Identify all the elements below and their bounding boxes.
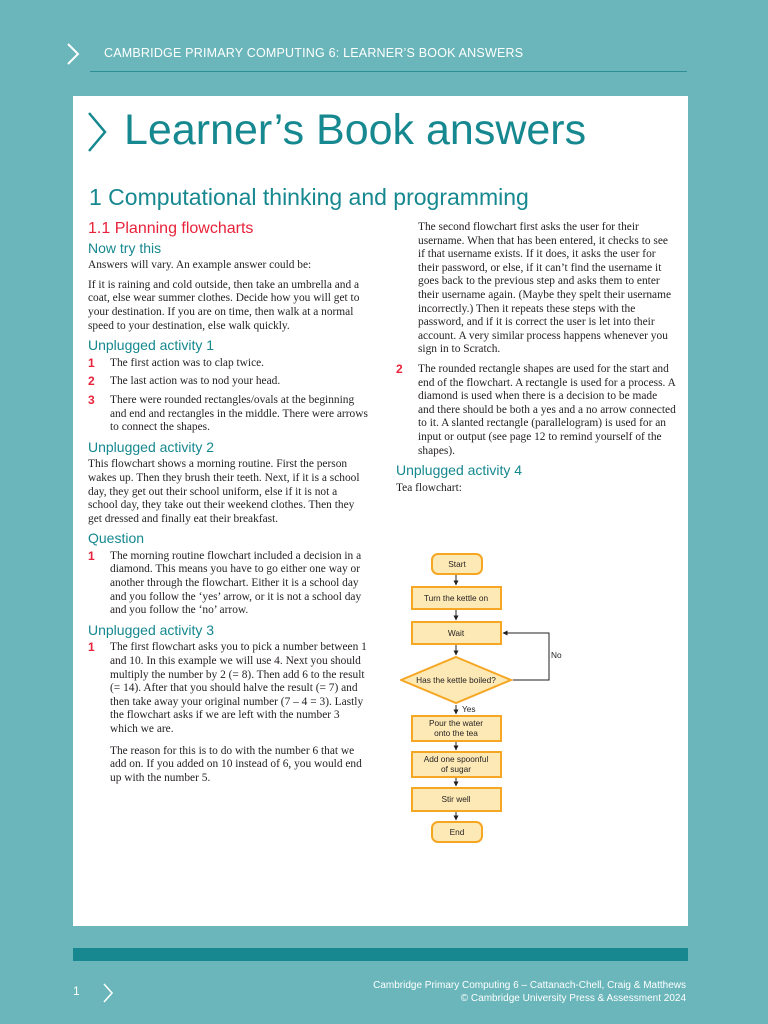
page-number: 1 (73, 984, 80, 998)
numbered-item (88, 357, 368, 371)
paragraph: This flowchart shows a morning routine. First the person wakes up. Then they brush their teeth. Next, if it is a school day, they get out their school uniform, else if it is not a school day, they take out their weekend clothes. Then they get dressed and finally eat their breakfast. (88, 458, 360, 525)
item-number: 1 (88, 355, 95, 370)
caption: Tea flowchart: (396, 481, 462, 494)
running-header (0, 0, 768, 72)
decision-label: Has the kettle boiled? (416, 675, 496, 685)
running-title: CAMBRIDGE PRIMARY COMPUTING 6: LEARNER’S BOOK ANSWERS (104, 46, 524, 60)
process-label: Stir well (441, 794, 471, 804)
footer-credit (373, 979, 686, 1005)
process-label: Wait (447, 628, 465, 638)
numbered-item (88, 550, 368, 618)
subheading-unplugged-1: Unplugged activity 1 (88, 337, 215, 354)
start-label: Start (448, 559, 466, 569)
no-branch-label: No (551, 650, 562, 660)
paragraph: Answers will vary. An example answer could be: (88, 259, 312, 272)
end-label: End (449, 827, 465, 837)
process-label: Add one spoonful (423, 754, 489, 764)
item-text: The morning routine flowchart included a decision in a diamond. This means you have to go either one way or another through the flowchart. Either it is a school day and you follow the ‘yes’ arrow, or it is not a school day and you follow the ‘no’ arrow. (110, 549, 362, 617)
subheading-now-try-this: Now try this (88, 239, 162, 256)
subheading-unplugged-2: Unplugged activity 2 (88, 438, 215, 455)
subheading-question: Question (88, 530, 145, 547)
numbered-item (88, 641, 368, 736)
footer-band (73, 948, 688, 961)
item-text: The rounded rectangle shapes are used for the start and end of the flowchart. A rectangle is used for a process. A diamond is used when there is a decision to be made and there should be both a yes and a no arrow connected to it. A slanted rectangle (parallelogram) is used for an input or output (see page 12 to remind yourself of the shapes). (418, 362, 676, 457)
chevron-right-icon (66, 42, 80, 66)
item-number: 2 (396, 361, 403, 376)
paragraph: The reason for this is to do with the number 6 that we add on. If you added on 10 instead of 6, you would end up with the number 5. (110, 744, 362, 784)
yes-branch-label: Yes (462, 704, 476, 714)
item-number: 1 (88, 640, 95, 655)
item-number: 2 (88, 374, 95, 389)
process-label: of sugar (441, 764, 471, 774)
process-label: Pour the water (429, 718, 483, 728)
numbered-item (88, 375, 368, 389)
paragraph: If it is raining and cold outside, then take an umbrella and a coat, else wear summer clothes. Decide how you will get to your destination. If you are on time, then walk at a normal speed to your destination, else walk quickly. (88, 278, 360, 332)
numbered-item (88, 394, 368, 435)
item-text: There were rounded rectangles/ovals at the beginning and end and rectangles in the middle. There were arrows to connect the shapes. (110, 393, 368, 434)
process-label: onto the tea (434, 728, 478, 738)
section-heading: 1.1 Planning flowcharts (88, 220, 254, 237)
copyright-line: © Cambridge University Press & Assessment 2024 (460, 993, 686, 1004)
item-text: The first flowchart asks you to pick a number between 1 and 10. In this example we will use 4. Next you should multiply the number by 2 (= 8). Then add 6 to the result (= 14). After that you should halve the result (= 7) and then take away your original number (7 – 4 = 3). Lastly the flowchart asks if we are left with the number 3 which we are. (110, 641, 367, 735)
header-divider (90, 71, 687, 72)
chevron-right-icon (102, 982, 114, 1004)
chevron-right-icon (86, 110, 108, 154)
subheading-unplugged-4: Unplugged activity 4 (396, 462, 523, 479)
credit-line: Cambridge Primary Computing 6 – Cattanach-Chell, Craig & Matthews (373, 980, 686, 991)
item-text: The first action was to clap twice. (110, 356, 265, 369)
item-number: 3 (88, 392, 95, 407)
subheading-unplugged-3: Unplugged activity 3 (88, 621, 215, 638)
process-label: Turn the kettle on (423, 593, 489, 603)
paragraph: The second flowchart first asks the user for their username. When that has been entered, it checks to see if that username exists. If it does, it asks the user for their password, or else, if it can’t find the username it goes back to the previous step and asks them to enter their username again. (Maybe they spelt their username incorrectly.) Then it repeats these steps with the password, and if it is correct the user is let into their account. A very similar process happens whenever you sign in to Scratch. (418, 221, 672, 356)
page-title: Learner’s Book answers (124, 106, 587, 154)
left-column (88, 222, 368, 785)
no-loop-arrow (503, 633, 549, 680)
numbered-item (396, 363, 676, 458)
tea-flowchart (400, 548, 580, 848)
item-text: The last action was to nod your head. (110, 375, 281, 388)
item-number: 1 (88, 548, 95, 563)
chapter-heading: 1 Computational thinking and programming (89, 184, 529, 210)
right-column (396, 221, 676, 501)
